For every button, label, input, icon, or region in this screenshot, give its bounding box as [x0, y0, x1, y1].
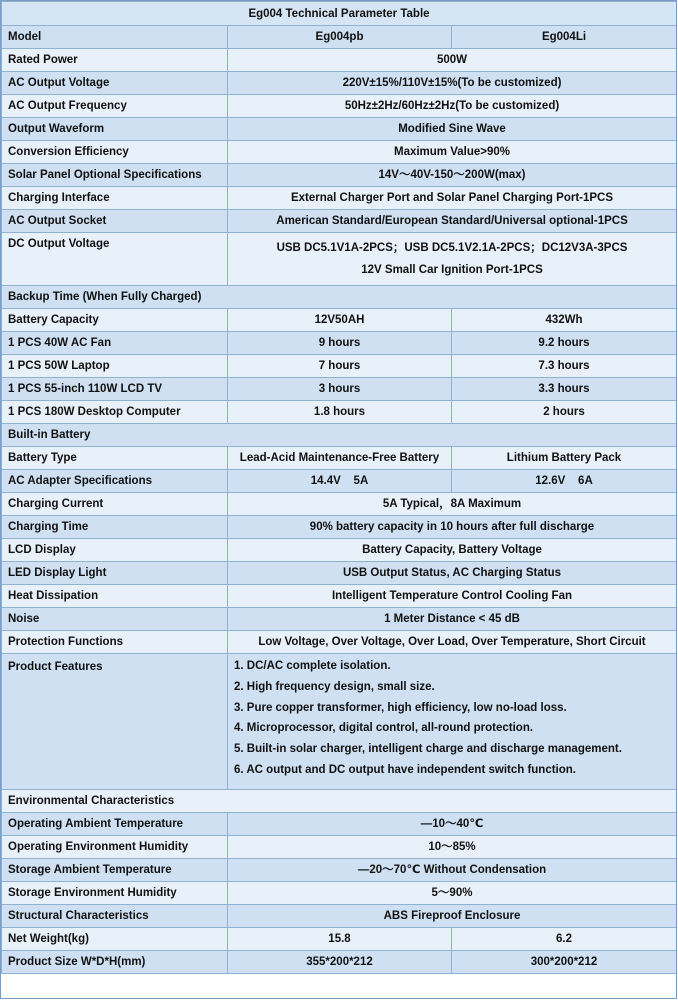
table-row [2, 858, 677, 881]
feature-item: 4. Microprocessor, digital control, all-round protection. [234, 722, 534, 735]
table-row [2, 378, 677, 401]
row-label: Product Features [2, 654, 228, 790]
row-label: Storage Ambient Temperature [2, 858, 228, 881]
value-pb: 14.4V 5A [228, 470, 452, 493]
value-pb: 355*200*212 [228, 950, 452, 973]
table-row [2, 95, 677, 118]
row-label: Battery Type [2, 447, 228, 470]
row-value: 220V±15%/110V±15%(To be customized) [228, 72, 677, 95]
row-value: 10～85% [228, 835, 677, 858]
table-row [2, 233, 677, 286]
section-row [2, 789, 677, 812]
row-label: Noise [2, 608, 228, 631]
row-value: 90% battery capacity in 10 hours after full discharge [228, 516, 677, 539]
row-value: Modified Sine Wave [228, 118, 677, 141]
table-row [2, 608, 677, 631]
table-row [2, 927, 677, 950]
value-li: 12.6V 6A [452, 470, 677, 493]
row-label: AC Adapter Specifications [2, 470, 228, 493]
section-row [2, 286, 677, 309]
feature-item: 2. High frequency design, small size. [234, 680, 435, 693]
table-row [2, 401, 677, 424]
row-value: 50Hz±2Hz/60Hz±2Hz(To be customized) [228, 95, 677, 118]
table-row [2, 72, 677, 95]
row-value: ABS Fireproof Enclosure [228, 904, 677, 927]
value-pb: 1.8 hours [228, 401, 452, 424]
row-label: 1 PCS 55-inch 110W LCD TV [2, 378, 228, 401]
table-row [2, 447, 677, 470]
table-row [2, 881, 677, 904]
row-value: 5A Typical，8A Maximum [228, 493, 677, 516]
table-row [2, 210, 677, 233]
table-row [2, 585, 677, 608]
row-value: 5～90% [228, 881, 677, 904]
row-label: Charging Interface [2, 187, 228, 210]
row-label: Heat Dissipation [2, 585, 228, 608]
row-value: 500W [228, 49, 677, 72]
feature-item: 6. AC output and DC output have independent switch function. [234, 763, 577, 776]
row-label: Solar Panel Optional Specifications [2, 164, 228, 187]
table-row [2, 355, 677, 378]
table-row [2, 562, 677, 585]
row-label: Conversion Efficiency [2, 141, 228, 164]
table-row [2, 118, 677, 141]
table-row [2, 516, 677, 539]
table-row [2, 654, 677, 790]
table-row [2, 835, 677, 858]
row-label: Output Waveform [2, 118, 228, 141]
section-row [2, 424, 677, 447]
value-pb: 3 hours [228, 378, 452, 401]
row-label: DC Output Voltage [2, 233, 228, 286]
table-row [2, 26, 677, 49]
row-label: 1 PCS 180W Desktop Computer [2, 401, 228, 424]
parameter-table [1, 1, 677, 974]
value-li: 7.3 hours [452, 355, 677, 378]
dc-line-2: 12V Small Car Ignition Port-1PCS [361, 264, 543, 276]
value-li: 300*200*212 [452, 950, 677, 973]
table-row [2, 141, 677, 164]
row-label: LCD Display [2, 539, 228, 562]
table-row [2, 631, 677, 654]
feature-item: 1. DC/AC complete isolation. [234, 660, 391, 672]
value-pb: Lead-Acid Maintenance-Free Battery [228, 447, 452, 470]
section-heading: Built-in Battery [2, 424, 677, 447]
value-pb: 7 hours [228, 355, 452, 378]
row-label: LED Display Light [2, 562, 228, 585]
features-list [228, 654, 677, 790]
section-heading: Backup Time (When Fully Charged) [2, 286, 677, 309]
table-row [2, 539, 677, 562]
table-row [2, 309, 677, 332]
section-heading: Environmental Characteristics [2, 789, 677, 812]
value-li: 9.2 hours [452, 332, 677, 355]
row-value: Maximum Value>90% [228, 141, 677, 164]
value-pb: 12V50AH [228, 309, 452, 332]
row-value: 14V～40V-150～200W(max) [228, 164, 677, 187]
feature-item: 3. Pure copper transformer, high efficiency, low no-load loss. [234, 701, 567, 714]
row-value: 1 Meter Distance < 45 dB [228, 608, 677, 631]
value-li: 6.2 [452, 927, 677, 950]
row-label: Net Weight(kg) [2, 927, 228, 950]
table-row [2, 904, 677, 927]
row-value: —10～40℃ [228, 812, 677, 835]
model-pb: Eg004pb [228, 26, 452, 49]
value-li: Lithium Battery Pack [452, 447, 677, 470]
row-label: Rated Power [2, 49, 228, 72]
row-label: Protection Functions [2, 631, 228, 654]
row-value: Battery Capacity, Battery Voltage [228, 539, 677, 562]
table-row [2, 332, 677, 355]
row-label: 1 PCS 40W AC Fan [2, 332, 228, 355]
row-label: Battery Capacity [2, 309, 228, 332]
value-li: 432Wh [452, 309, 677, 332]
row-label: Charging Current [2, 493, 228, 516]
row-value: American Standard/European Standard/Universal optional-1PCS [228, 210, 677, 233]
feature-item: 5. Built-in solar charger, intelligent charge and discharge management. [234, 743, 622, 756]
table-row [2, 49, 677, 72]
row-label: Structural Characteristics [2, 904, 228, 927]
row-label: Operating Ambient Temperature [2, 812, 228, 835]
row-label: Storage Environment Humidity [2, 881, 228, 904]
row-value: Low Voltage, Over Voltage, Over Load, Over Temperature, Short Circuit [228, 631, 677, 654]
table-row [2, 187, 677, 210]
table-title-row [2, 2, 677, 26]
row-value: USB Output Status, AC Charging Status [228, 562, 677, 585]
row-label: Model [2, 26, 228, 49]
row-value [228, 233, 677, 286]
value-li: 3.3 hours [452, 378, 677, 401]
row-label: 1 PCS 50W Laptop [2, 355, 228, 378]
table-row [2, 470, 677, 493]
row-value: External Charger Port and Solar Panel Charging Port-1PCS [228, 187, 677, 210]
row-label: AC Output Socket [2, 210, 228, 233]
table-row [2, 493, 677, 516]
row-value: Intelligent Temperature Control Cooling Fan [228, 585, 677, 608]
row-value: —20～70℃ Without Condensation [228, 858, 677, 881]
row-label: AC Output Voltage [2, 72, 228, 95]
table-title: Eg004 Technical Parameter Table [2, 2, 677, 26]
value-pb: 15.8 [228, 927, 452, 950]
model-li: Eg004Li [452, 26, 677, 49]
row-label: Charging Time [2, 516, 228, 539]
row-label: Product Size W*D*H(mm) [2, 950, 228, 973]
row-label: Operating Environment Humidity [2, 835, 228, 858]
table-row [2, 812, 677, 835]
value-pb: 9 hours [228, 332, 452, 355]
dc-line-1: USB DC5.1V1A-2PCS；USB DC5.1V2.1A-2PCS；DC12V3A-3PCS [276, 242, 628, 254]
table-row [2, 950, 677, 973]
table-row [2, 164, 677, 187]
row-label: AC Output Frequency [2, 95, 228, 118]
value-li: 2 hours [452, 401, 677, 424]
